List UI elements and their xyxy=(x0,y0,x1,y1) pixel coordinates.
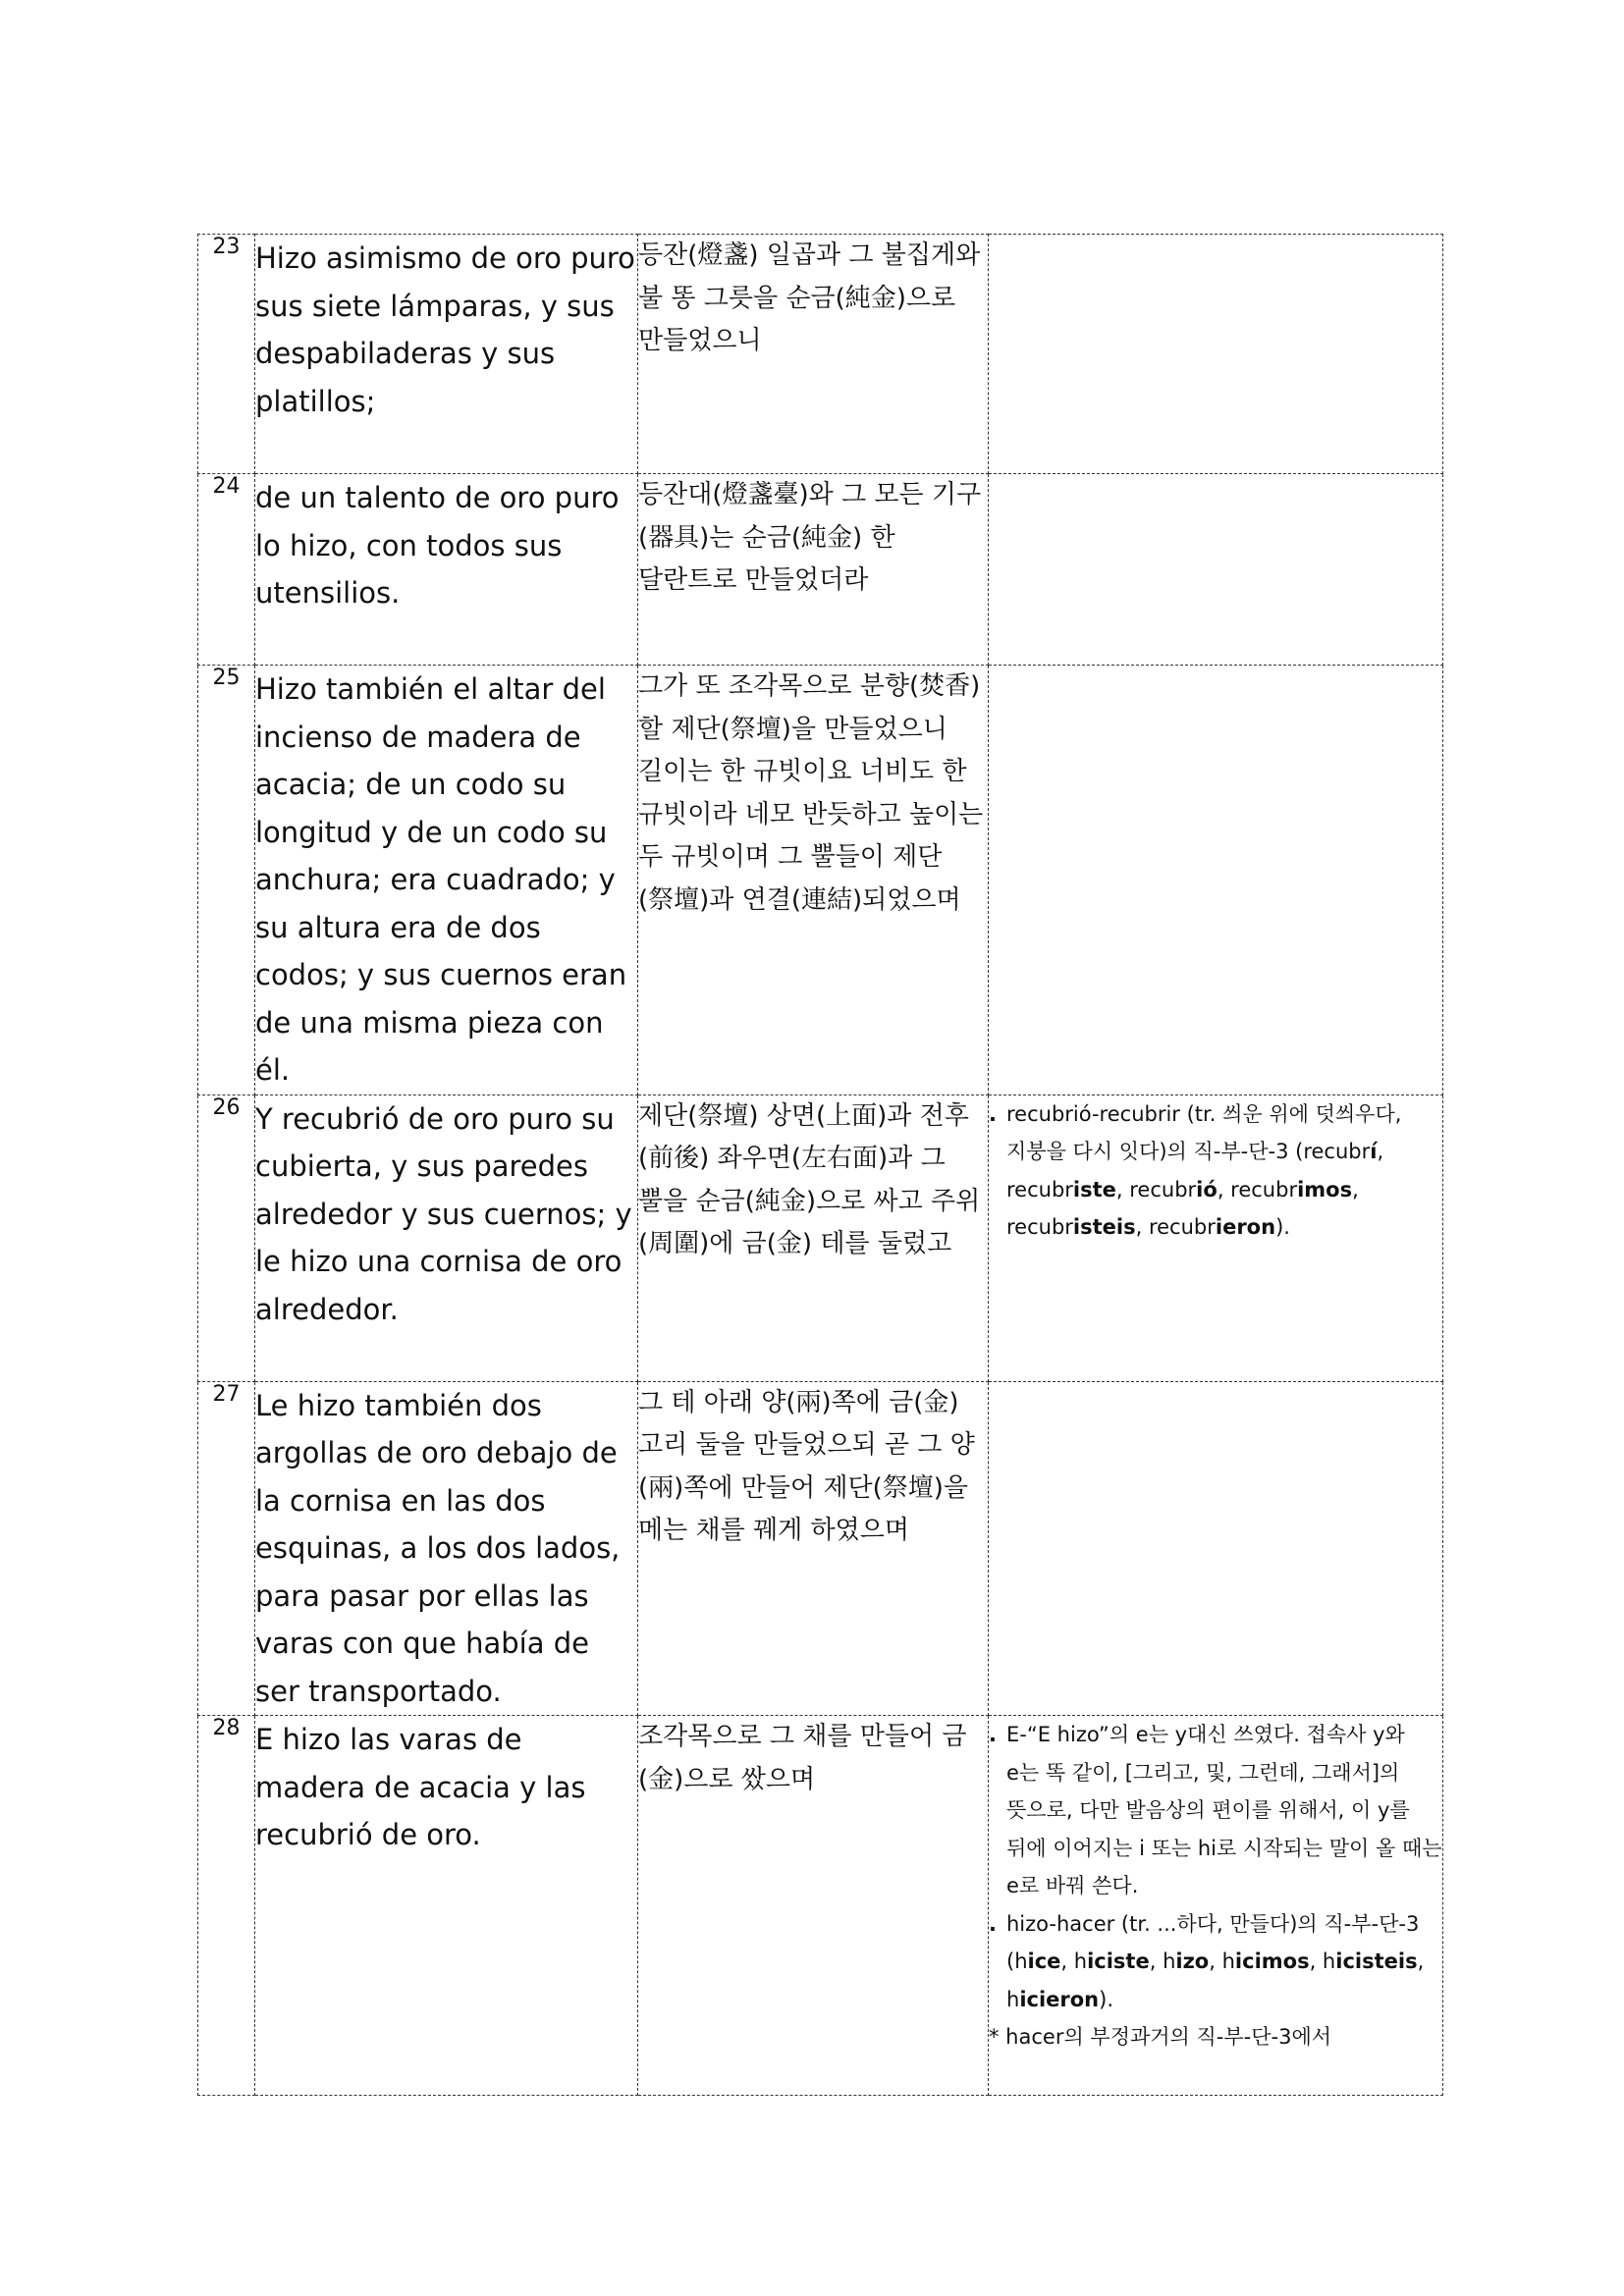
verse-row-25 xyxy=(198,666,1443,1095)
grammar-notes xyxy=(989,474,1443,666)
grammar-notes xyxy=(989,1716,1443,2096)
korean-text: 조각목으로 그 채를 만들어 금(金)으로 쌌으며 xyxy=(638,1716,989,2096)
grammar-notes xyxy=(989,1381,1443,1716)
note-bullet: . xyxy=(989,1101,997,1126)
note-bullet: . xyxy=(989,1723,997,1746)
verse-number: 27 xyxy=(198,1381,255,1716)
verse-number: 28 xyxy=(198,1716,255,2096)
note-text: hizo-hacer (tr. ...하다, 만들다)의 직-부-단-3 (hice, hiciste, hizo, hicimos, hicisteis, hicieron). xyxy=(1006,1911,1425,2011)
grammar-notes xyxy=(989,666,1443,1095)
korean-text: 그 테 아래 양(兩)쪽에 금(金) 고리 둘을 만들었으되 곧 그 양(兩)쪽에 만들어 제단(祭壇)을 메는 채를 꿰게 하였으며 xyxy=(638,1381,989,1716)
spanish-text: Hizo también el altar del incienso de madera de acacia; de un codo su longitud y de un codo su anchura; era cuadrado; y su altura era de dos codos; y sus cuernos eran de una misma pieza con él. xyxy=(255,666,638,1095)
verse-table xyxy=(197,234,1443,2096)
spanish-text: de un talento de oro puro lo hizo, con todos sus utensilios. xyxy=(255,474,638,666)
verse-row-26 xyxy=(198,1095,1443,1381)
verse-row-24 xyxy=(198,474,1443,666)
korean-text: 그가 또 조각목으로 분향(焚香)할 제단(祭壇)을 만들었으니 길이는 한 규빗이요 너비도 한 규빗이라 네모 반듯하고 높이는 두 규빗이며 그 뿔들이 제단(祭壇)과 연결(連結)되었으며 xyxy=(638,666,989,1095)
note-bullet: . xyxy=(989,1911,997,1936)
grammar-notes xyxy=(989,235,1443,474)
korean-text: 등잔(燈盞) 일곱과 그 불집게와 불 똥 그릇을 순금(純金)으로 만들었으니 xyxy=(638,235,989,474)
verse-number: 25 xyxy=(198,666,255,1095)
verse-row-28 xyxy=(198,1716,1443,2096)
grammar-notes xyxy=(989,1095,1443,1381)
spanish-text: Le hizo también dos argollas de oro debajo de la cornisa en las dos esquinas, a los dos lados, para pasar por ellas las varas con que había de ser transportado. xyxy=(255,1381,638,1716)
note-footnote: * hacer의 부정과거의 직-부-단-3에서 xyxy=(989,2025,1332,2049)
verse-row-27 xyxy=(198,1381,1443,1716)
korean-text: 등잔대(燈盞臺)와 그 모든 기구(器具)는 순금(純金) 한 달란트로 만들었더라 xyxy=(638,474,989,666)
note-text: recubrió-recubrir (tr. 씌운 위에 덧씌우다, 지붕을 다시 잇다)의 직-부-단-3 (recubrí, recubriste, recubrió, recubrimos, recubristeis, recubrieron). xyxy=(1006,1101,1402,1239)
note-text: E-“E hizo”의 e는 y대신 쓰였다. 접속사 y와 e는 똑 같이, [그리고, 및, 그런데, 그래서]의 뜻으로, 다만 발음상의 편이를 위해서, 이 y를 뒤에 이어지는 i 또는 hi로 시작되는 말이 올 때는 e로 바꿔 쓴다. xyxy=(1006,1723,1442,1897)
spanish-text: Hizo asimismo de oro puro sus siete lámparas, y sus despabiladeras y sus platillos; xyxy=(255,235,638,474)
note-item xyxy=(989,1095,1442,1247)
verse-number: 24 xyxy=(198,474,255,666)
note-item xyxy=(989,1905,1442,2019)
verse-number: 23 xyxy=(198,235,255,474)
korean-text: 제단(祭壇) 상면(上面)과 전후(前後) 좌우면(左右面)과 그 뿔을 순금(純金)으로 싸고 주위(周圍)에 금(金) 테를 둘렀고 xyxy=(638,1095,989,1381)
spanish-text: Y recubrió de oro puro su cubierta, y sus paredes alrededor y sus cuernos; y le hizo una cornisa de oro alrededor. xyxy=(255,1095,638,1381)
note-item xyxy=(989,1716,1442,1905)
verse-number: 26 xyxy=(198,1095,255,1381)
spanish-text: E hizo las varas de madera de acacia y las recubrió de oro. xyxy=(255,1716,638,2096)
verse-row-23 xyxy=(198,235,1443,474)
